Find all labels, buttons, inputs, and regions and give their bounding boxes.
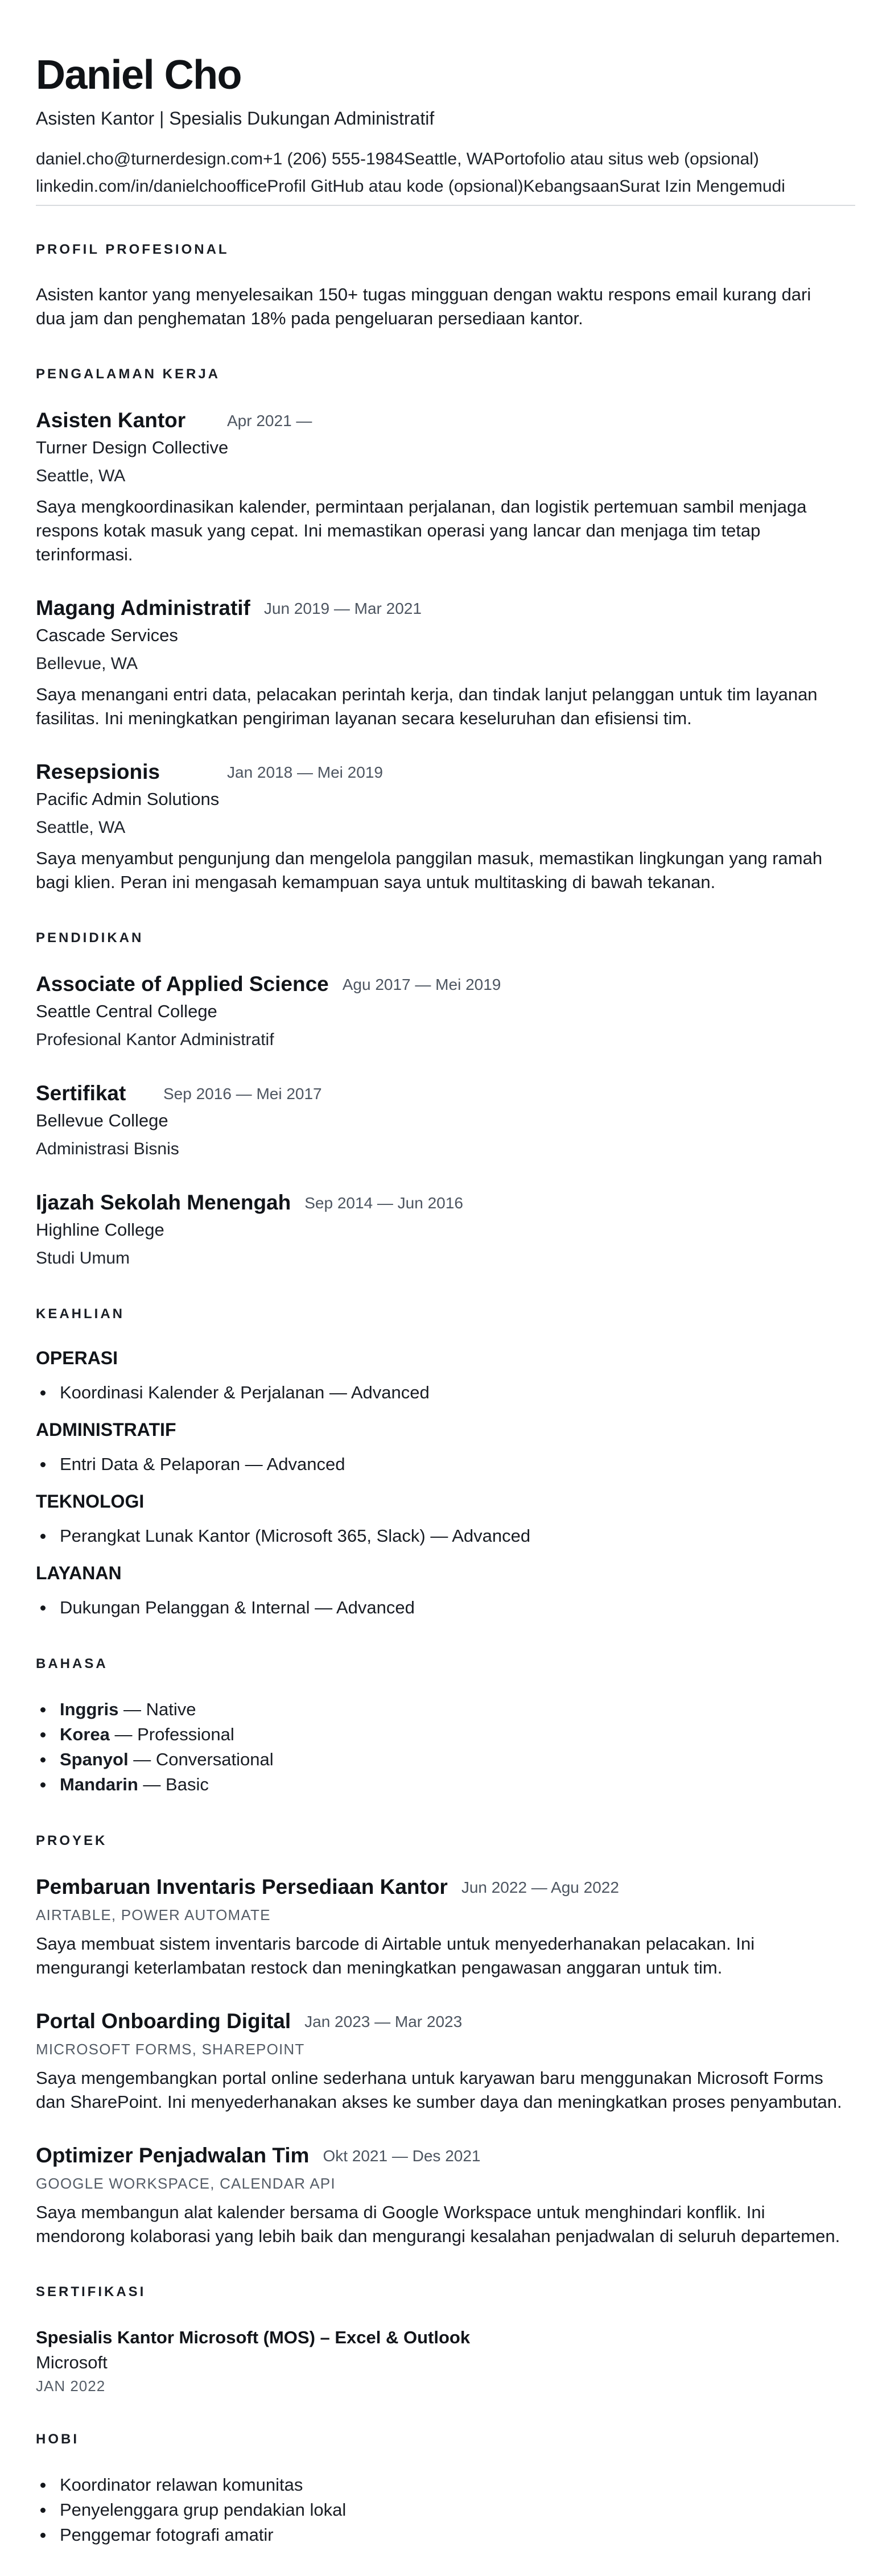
skill-item: Koordinasi Kalender & Perjalanan — Advanced: [36, 1380, 855, 1405]
job-description: Saya menangani entri data, pelacakan perintah kerja, dan tindak lanjut pelanggan untuk tim layanan fasilitas. Ini meningkatkan pengiriman layanan secara keseluruhan dan efisiensi tim.: [36, 684, 818, 728]
entry-head: [36, 1190, 855, 1216]
project-dates: Jan 2023 — Mar 2023: [304, 2013, 463, 2030]
language-item: [36, 1772, 855, 1797]
experience-entry: [36, 595, 855, 730]
project-description: Saya mengembangkan portal online sederhana untuk karyawan baru menggunakan Microsoft Forms dan SharePoint. Ini menyederhanakan akses ke sumber daya dan meningkatkan proses penyambutan.: [36, 2068, 842, 2112]
skill-item: Perangkat Lunak Kantor (Microsoft 365, Slack) — Advanced: [36, 1524, 855, 1549]
language-level: Basic: [166, 1774, 209, 1794]
project-title: Pembaruan Inventaris Persediaan Kantor: [36, 1875, 448, 1898]
language-separator: —: [143, 1774, 161, 1794]
skill-category: [36, 1347, 855, 1405]
language-level: Native: [146, 1699, 196, 1719]
hobby-item: Penyelenggara grup pendakian lokal: [36, 2497, 855, 2523]
resume-subtitle: Asisten Kantor | Spesialis Dukungan Administratif: [36, 108, 435, 129]
job-description: Saya menyambut pengunjung dan mengelola panggilan masuk, memastikan lingkungan yang ramah bagi klien. Peran ini mengasah kemampuan saya untuk multitasking di bawah tekanan.: [36, 848, 823, 892]
language-name: Mandarin: [60, 1774, 138, 1794]
language-item: [36, 1722, 855, 1747]
entry-head: [36, 971, 855, 997]
section-projects: [36, 1832, 855, 2248]
skill-list: [36, 1595, 855, 1620]
job-company: Turner Design Collective: [36, 437, 229, 457]
job-company: Pacific Admin Solutions: [36, 789, 220, 809]
project-entry: [36, 2142, 855, 2248]
entry-head: [36, 1874, 855, 1900]
entry-head: [36, 407, 855, 434]
language-separator: —: [114, 1724, 133, 1744]
skill-category-heading: LAYANAN: [36, 1563, 122, 1583]
education-entry: [36, 1190, 855, 1270]
language-level: Professional: [137, 1724, 234, 1744]
skill-category: [36, 1491, 855, 1549]
degree-title: Sertifikat: [36, 1081, 126, 1105]
degree-dates: Sep 2016 — Mei 2017: [163, 1085, 322, 1103]
skill-category-heading: TEKNOLOGI: [36, 1491, 145, 1512]
language-list: [36, 1697, 855, 1797]
field-of-study: Administrasi Bisnis: [36, 1140, 179, 1158]
job-location: Bellevue, WA: [36, 654, 138, 673]
job-dates: Jun 2019 — Mar 2021: [263, 600, 422, 617]
resume-name: Daniel Cho: [36, 52, 242, 98]
section-heading-skills: KEAHLIAN: [36, 1306, 125, 1322]
skill-item: Dukungan Pelanggan & Internal — Advanced: [36, 1595, 855, 1620]
project-description: Saya membuat sistem inventaris barcode di Airtable untuk menyederhanakan pelacakan. Ini mengurangi keterlambatan restock dan meningkatkan pengawasan anggaran untuk tim.: [36, 1934, 755, 1978]
school-name: Bellevue College: [36, 1111, 168, 1130]
skill-item: Entri Data & Pelaporan — Advanced: [36, 1452, 855, 1477]
project-tools: MICROSOFT FORMS, SHAREPOINT: [36, 2041, 305, 2058]
field-of-study: Studi Umum: [36, 1249, 130, 1268]
section-education: [36, 930, 855, 1270]
job-dates: Jan 2018 — Mei 2019: [227, 763, 383, 781]
section-heading-hobbies: HOBI: [36, 2431, 79, 2447]
section-languages: [36, 1656, 855, 1797]
school-name: Seattle Central College: [36, 1001, 217, 1021]
entry-head: [36, 1080, 855, 1107]
job-title: Magang Administratif: [36, 596, 250, 620]
entry-head: [36, 595, 855, 621]
section-skills: [36, 1306, 855, 1620]
contact-line-2: linkedin.com/in/danielchoofficeProfil GitHub atau kode (opsional)KebangsaanSurat Izin Mengemudi: [36, 177, 785, 196]
contact-block: [36, 146, 855, 200]
skill-category: [36, 1562, 855, 1620]
section-heading-languages: BAHASA: [36, 1656, 108, 1671]
contact-line-1: daniel.cho@turnerdesign.com+1 (206) 555-1984Seattle, WAPortofolio atau situs web (opsional): [36, 150, 759, 168]
certification-entry: [36, 2325, 855, 2396]
section-hobbies: [36, 2431, 855, 2548]
hobby-list: [36, 2472, 855, 2548]
project-dates: Jun 2022 — Agu 2022: [461, 1879, 619, 1896]
language-separator: —: [133, 1749, 151, 1769]
degree-dates: Sep 2014 — Jun 2016: [304, 1194, 463, 1212]
header-divider: [36, 205, 855, 206]
hobby-item: Penggemar fotografi amatir: [36, 2523, 855, 2548]
job-location: Seattle, WA: [36, 467, 126, 485]
project-tools: AIRTABLE, POWER AUTOMATE: [36, 1906, 271, 1923]
language-item: [36, 1697, 855, 1722]
certification-issuer: Microsoft: [36, 2352, 108, 2372]
profile-summary: Asisten kantor yang menyelesaikan 150+ tugas mingguan dengan waktu respons email kurang dari dua jam dan penghematan 18% pada pengeluaran persediaan kantor.: [36, 284, 811, 328]
resume-header: [36, 52, 855, 206]
hobby-item: Koordinator relawan komunitas: [36, 2472, 855, 2497]
entry-head: [36, 2008, 855, 2034]
job-title: Asisten Kantor: [36, 408, 186, 432]
section-experience: [36, 366, 855, 894]
school-name: Highline College: [36, 1220, 164, 1240]
project-title: Portal Onboarding Digital: [36, 2009, 291, 2033]
language-name: Korea: [60, 1724, 110, 1744]
skill-category-heading: OPERASI: [36, 1348, 118, 1368]
experience-entry: [36, 759, 855, 894]
certification-date: JAN 2022: [36, 2377, 106, 2395]
resume-document: [36, 52, 855, 2548]
experience-entry: [36, 407, 855, 567]
education-entry: [36, 971, 855, 1052]
project-title: Optimizer Penjadwalan Tim: [36, 2144, 310, 2167]
project-entry: [36, 1874, 855, 1980]
language-name: Inggris: [60, 1699, 119, 1719]
skill-list: [36, 1380, 855, 1405]
section-heading-profile: PROFIL PROFESIONAL: [36, 242, 229, 257]
field-of-study: Profesional Kantor Administratif: [36, 1030, 274, 1049]
project-entry: [36, 2008, 855, 2114]
skill-list: [36, 1452, 855, 1477]
section-certifications: [36, 2284, 855, 2396]
degree-title: Associate of Applied Science: [36, 972, 329, 996]
job-title: Resepsionis: [36, 760, 160, 783]
skill-list: [36, 1524, 855, 1549]
language-name: Spanyol: [60, 1749, 129, 1769]
language-item: [36, 1747, 855, 1772]
section-heading-projects: PROYEK: [36, 1833, 108, 1848]
skill-category-heading: ADMINISTRATIF: [36, 1419, 176, 1440]
job-dates: Apr 2021 —: [227, 412, 312, 430]
language-level: Conversational: [155, 1749, 274, 1769]
degree-dates: Agu 2017 — Mei 2019: [342, 976, 501, 993]
education-entry: [36, 1080, 855, 1161]
section-profile: [36, 241, 855, 331]
degree-title: Ijazah Sekolah Menengah: [36, 1191, 291, 1214]
job-company: Cascade Services: [36, 625, 178, 645]
job-description: Saya mengkoordinasikan kalender, permintaan perjalanan, dan logistik pertemuan sambil menjaga respons kotak masuk yang cepat. Ini memastikan operasi yang lancar dan menjaga tim tetap terinformasi.: [36, 497, 807, 564]
skill-category: [36, 1419, 855, 1477]
project-tools: GOOGLE WORKSPACE, CALENDAR API: [36, 2175, 336, 2192]
certification-title: Spesialis Kantor Microsoft (MOS) – Excel & Outlook: [36, 2327, 471, 2347]
section-heading-experience: PENGALAMAN KERJA: [36, 366, 221, 382]
section-heading-certifications: SERTIFIKASI: [36, 2284, 146, 2300]
entry-head: [36, 2142, 855, 2169]
project-description: Saya membangun alat kalender bersama di Google Workspace untuk menghindari konflik. Ini mendorong kolaborasi yang lebih baik dan mengurangi kesalahan penjadwalan di seluruh departemen.: [36, 2202, 840, 2246]
job-location: Seattle, WA: [36, 818, 126, 837]
project-dates: Okt 2021 — Des 2021: [323, 2147, 481, 2165]
language-separator: —: [123, 1699, 141, 1719]
entry-head: [36, 759, 855, 785]
section-heading-education: PENDIDIKAN: [36, 930, 144, 946]
